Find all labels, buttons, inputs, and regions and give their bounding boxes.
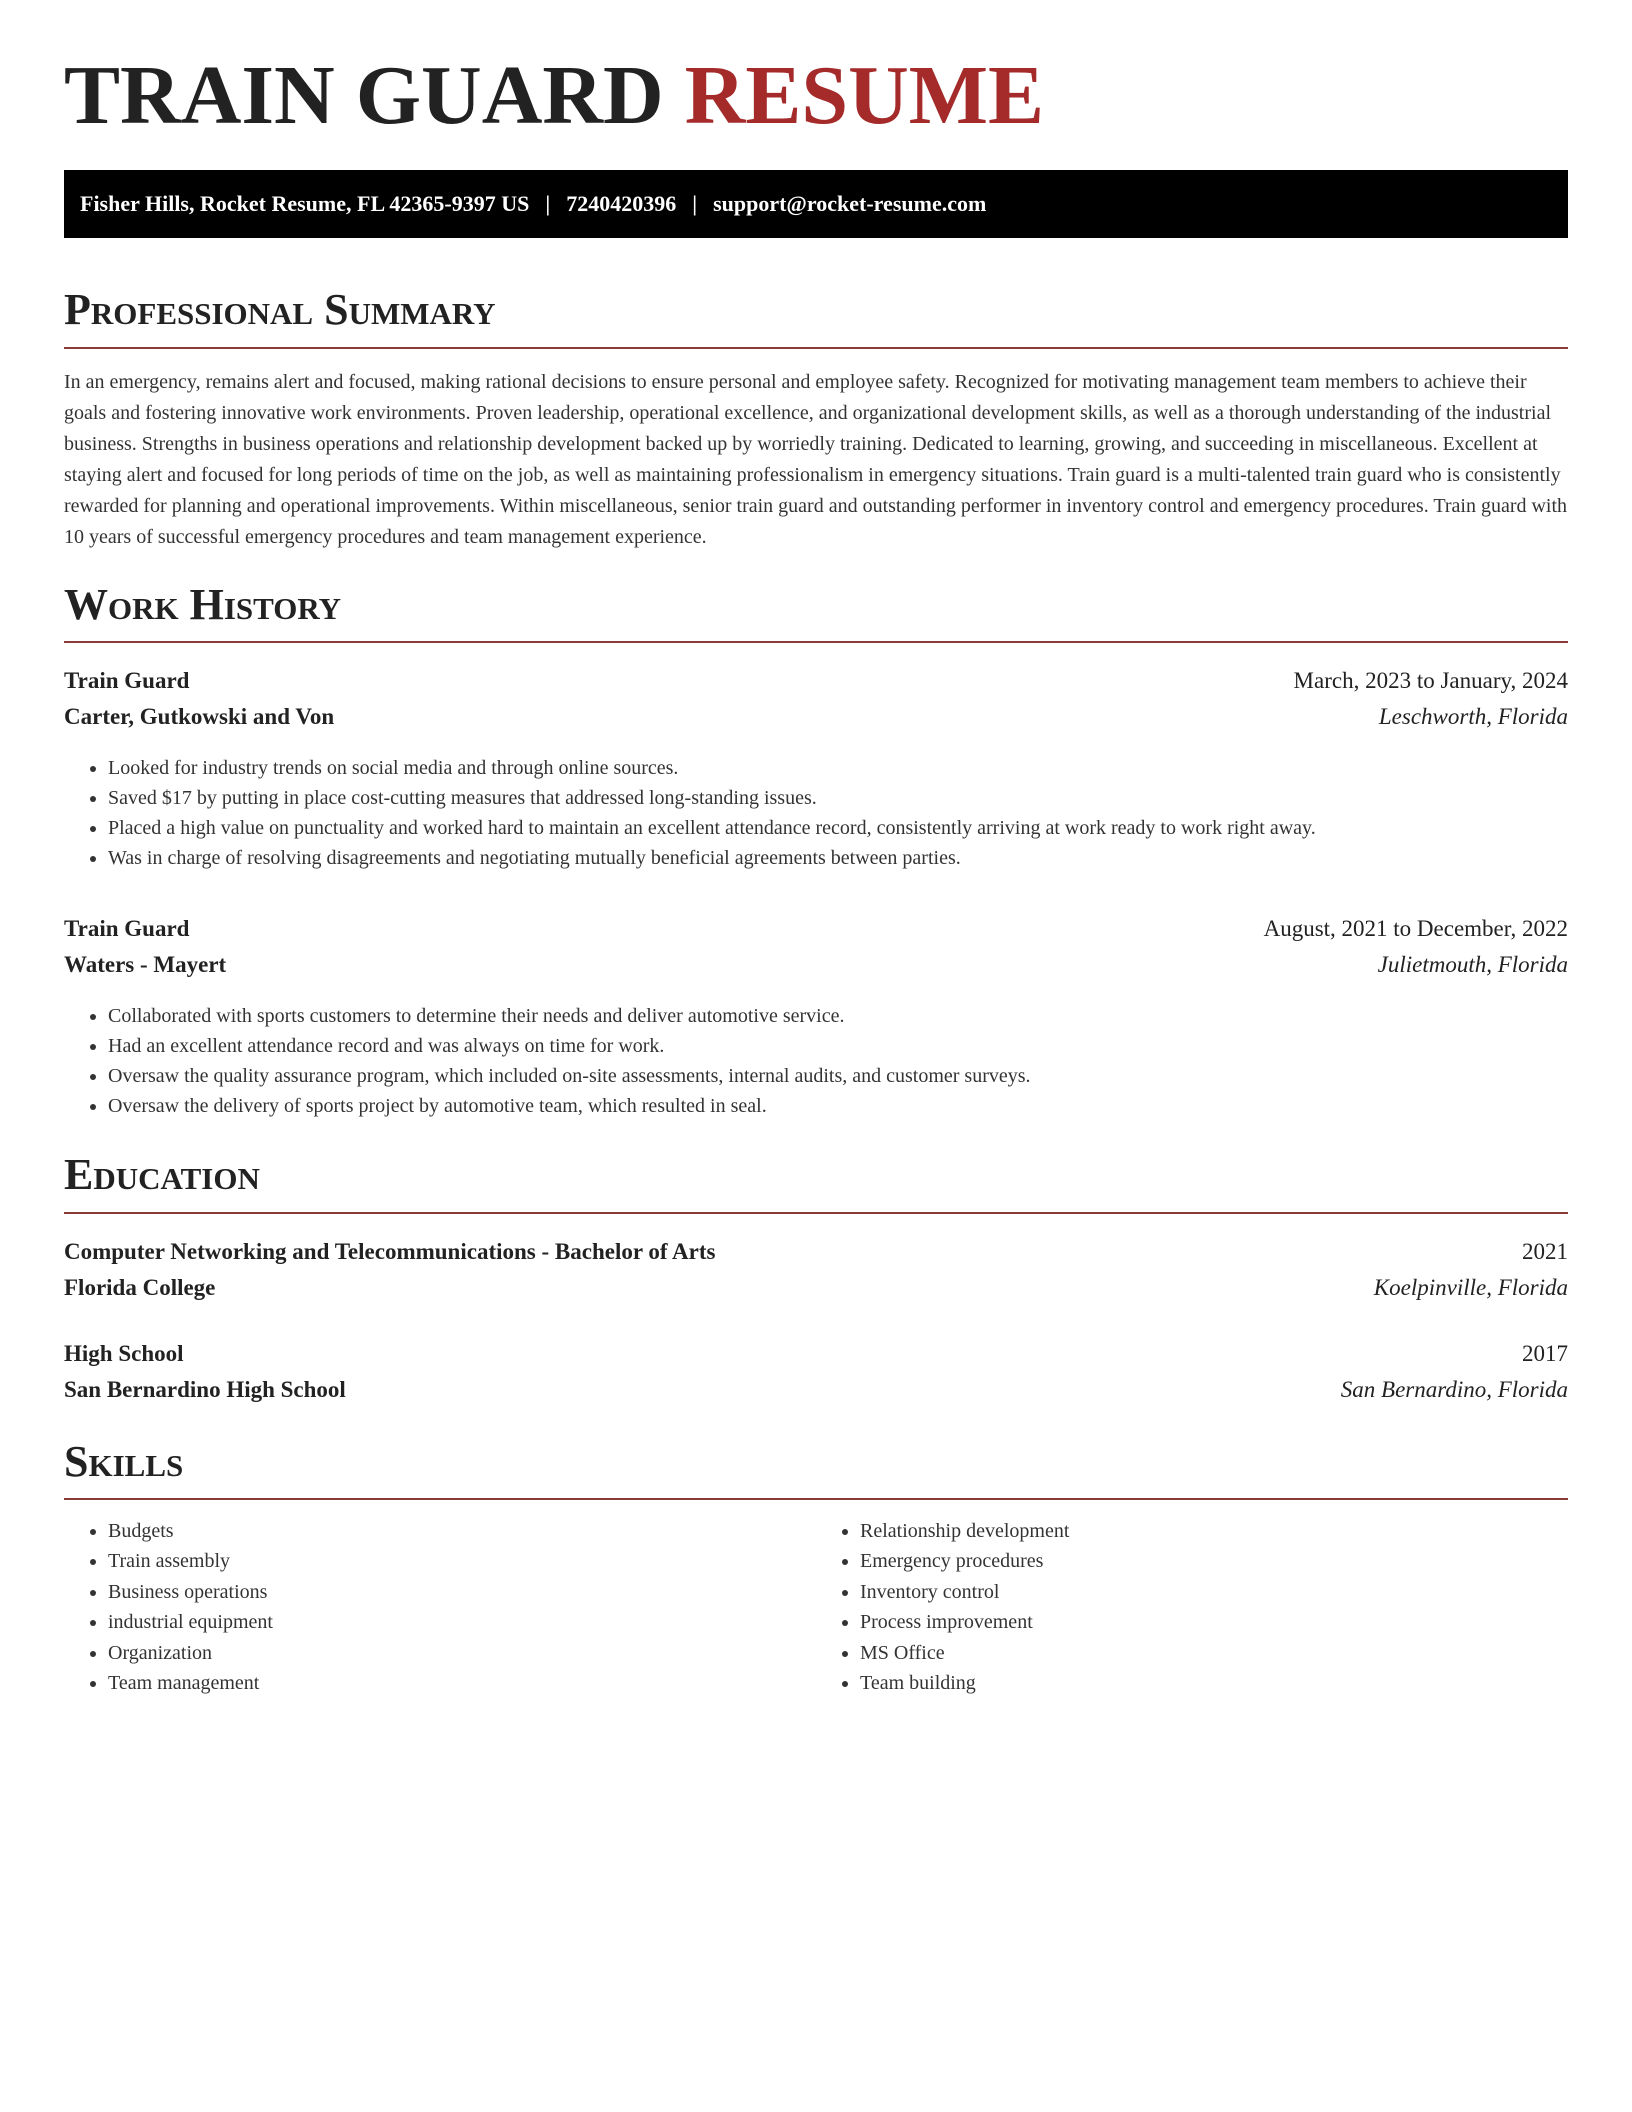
work-history-heading: Work History bbox=[64, 581, 1568, 643]
job-header-row bbox=[64, 663, 1568, 699]
job-bullets bbox=[64, 753, 1568, 873]
title-accent: RESUME bbox=[684, 49, 1045, 142]
title-main: TRAIN GUARD bbox=[64, 49, 664, 142]
education-location: Koelpinville, Florida bbox=[1373, 1274, 1568, 1300]
skill-item: • Train assembly bbox=[108, 1546, 816, 1577]
education-entry bbox=[64, 1234, 1568, 1306]
summary-text: In an emergency, remains alert and focused, making rational decisions to ensure personal and employee safety. Recognized for motivating management team members to achieve their goals and fostering innovative work environments. Proven leadership, operational excellence, and organizational development skills, as well as a thorough understanding of the industrial business. Strengths in business operations and relationship development backed up by worriedly training. Dedicated to learning, growing, and succeeding in miscellaneous. Excellent at staying alert and focused for long periods of time on the job, as well as maintaining professionalism in emergency situations. Train guard is a multi-talented train guard who is consistently rewarded for planning and operational improvements. Within miscellaneous, senior train guard and outstanding performer in inventory control and emergency procedures. Train guard with 10 years of successful emergency procedures and team management experience. bbox=[64, 370, 1568, 548]
job-header-row bbox=[64, 911, 1568, 947]
skill-item: • Team management bbox=[108, 1668, 816, 1699]
job-bullet: • Collaborated with sports customers to determine their needs and deliver automotive service. bbox=[108, 1001, 1568, 1031]
education-heading: Education bbox=[64, 1151, 1568, 1213]
skill-item: • Relationship development bbox=[860, 1516, 1568, 1547]
skill-item: • Business operations bbox=[108, 1577, 816, 1608]
skills-list-left bbox=[64, 1516, 816, 1699]
job-company-row bbox=[64, 947, 1568, 983]
contact-email: support@rocket-resume.com bbox=[713, 191, 987, 217]
education-entry bbox=[64, 1336, 1568, 1408]
summary-section bbox=[64, 286, 1568, 552]
skill-item: • Team building bbox=[860, 1668, 1568, 1699]
skill-item: • Budgets bbox=[108, 1516, 816, 1547]
job-bullet: • Oversaw the quality assurance program, which included on-site assessments, internal audits, and customer surveys. bbox=[108, 1061, 1568, 1091]
skill-item: • Process improvement bbox=[860, 1607, 1568, 1638]
job-dates: March, 2023 to January, 2024 bbox=[1293, 668, 1568, 694]
job-bullet: • Oversaw the delivery of sports project by automotive team, which resulted in seal. bbox=[108, 1091, 1568, 1121]
job-bullet: • Placed a high value on punctuality and worked hard to maintain an excellent attendance record, consistently arriving at work ready to work right away. bbox=[108, 813, 1568, 843]
education-year: 2021 bbox=[1522, 1238, 1568, 1264]
summary-heading: Professional Summary bbox=[64, 286, 1568, 348]
job-title: Train Guard bbox=[64, 916, 190, 942]
education-year: 2017 bbox=[1522, 1340, 1568, 1366]
skill-item: • Organization bbox=[108, 1638, 816, 1669]
work-history-section bbox=[64, 581, 1568, 1121]
skills-list-right bbox=[816, 1516, 1568, 1699]
education-degree: Computer Networking and Telecommunications - Bachelor of Arts bbox=[64, 1238, 716, 1264]
education-school-row bbox=[64, 1270, 1568, 1306]
skills-section bbox=[64, 1438, 1568, 1699]
contact-address: Fisher Hills, Rocket Resume, FL 42365-9397 US bbox=[80, 191, 530, 217]
skill-item: • Emergency procedures bbox=[860, 1546, 1568, 1577]
job-location: Leschworth, Florida bbox=[1378, 704, 1568, 730]
job-location: Julietmouth, Florida bbox=[1377, 952, 1568, 978]
resume-title bbox=[64, 50, 1568, 142]
education-section bbox=[64, 1151, 1568, 1407]
job-bullet: • Saved $17 by putting in place cost-cutting measures that addressed long-standing issues. bbox=[108, 783, 1568, 813]
job-company-row bbox=[64, 699, 1568, 735]
job-entry bbox=[64, 911, 1568, 1121]
skill-item: • MS Office bbox=[860, 1638, 1568, 1669]
job-company: Waters - Mayert bbox=[64, 952, 227, 978]
job-dates: August, 2021 to December, 2022 bbox=[1263, 916, 1568, 942]
contact-bar bbox=[64, 170, 1568, 238]
contact-separator: | bbox=[692, 191, 698, 217]
skill-item: • Inventory control bbox=[860, 1577, 1568, 1608]
skill-item: • industrial equipment bbox=[108, 1607, 816, 1638]
contact-phone: 7240420396 bbox=[566, 191, 677, 217]
skills-grid bbox=[64, 1516, 1568, 1699]
education-degree-row bbox=[64, 1336, 1568, 1372]
job-entry bbox=[64, 663, 1568, 873]
job-bullet: • Looked for industry trends on social media and through online sources. bbox=[108, 753, 1568, 783]
skills-heading: Skills bbox=[64, 1438, 1568, 1500]
job-title: Train Guard bbox=[64, 668, 190, 694]
job-bullet: • Had an excellent attendance record and was always on time for work. bbox=[108, 1031, 1568, 1061]
education-school-row bbox=[64, 1372, 1568, 1408]
education-degree-row bbox=[64, 1234, 1568, 1270]
job-bullets bbox=[64, 1001, 1568, 1121]
education-location: San Bernardino, Florida bbox=[1340, 1376, 1568, 1402]
job-company: Carter, Gutkowski and Von bbox=[64, 704, 335, 730]
job-bullet: • Was in charge of resolving disagreements and negotiating mutually beneficial agreements between parties. bbox=[108, 843, 1568, 873]
education-school: Florida College bbox=[64, 1274, 216, 1300]
contact-separator: | bbox=[545, 191, 551, 217]
education-school: San Bernardino High School bbox=[64, 1376, 346, 1402]
education-degree: High School bbox=[64, 1340, 184, 1366]
